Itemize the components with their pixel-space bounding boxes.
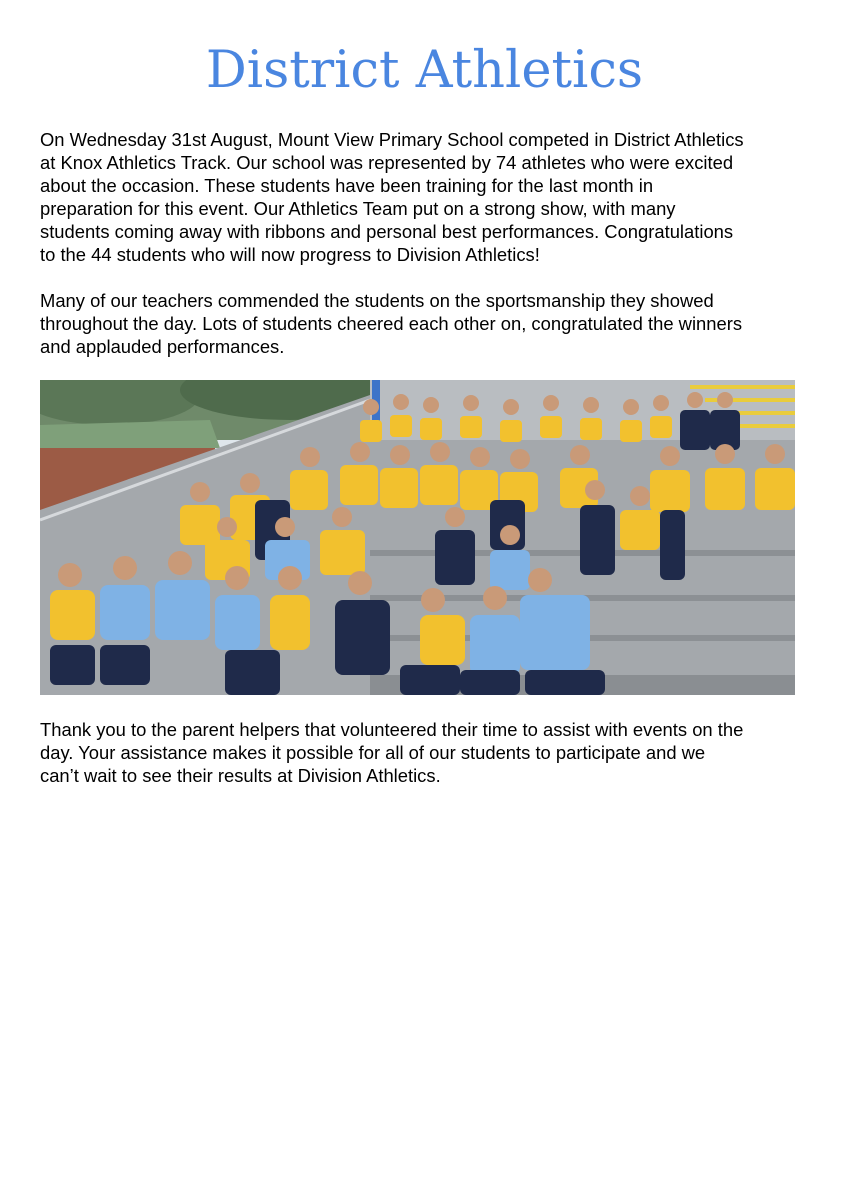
paragraph-line: can’t wait to see their results at Division Athletics. — [40, 765, 441, 786]
team-photo — [40, 380, 795, 695]
paragraph-line: On Wednesday 31st August, Mount View Primary School competed in District Athletics — [40, 129, 744, 150]
intro-paragraph — [40, 128, 820, 266]
paragraph-line: day. Your assistance makes it possible for all of our students to participate and we — [40, 742, 706, 763]
sportsmanship-paragraph — [40, 289, 820, 358]
paragraph-line: preparation for this event. Our Athletics Team put on a strong show, with many — [40, 198, 676, 219]
paragraph-line: Many of our teachers commended the students on the sportsmanship they showed — [40, 290, 714, 311]
paragraph-line: and applauded performances. — [40, 336, 285, 357]
page-title: District Athletics — [205, 41, 644, 100]
paragraph-line: about the occasion. These students have been training for the last month in — [40, 175, 654, 196]
thanks-paragraph — [40, 718, 820, 787]
paragraph-line: students coming away with ribbons and personal best performances. Congratulations — [40, 221, 734, 242]
paragraph-line: throughout the day. Lots of students cheered each other on, congratulated the winners — [40, 313, 743, 334]
paragraph-line: at Knox Athletics Track. Our school was represented by 74 athletes who were excited — [40, 152, 734, 173]
paragraph-line: Thank you to the parent helpers that volunteered their time to assist with events on the — [40, 719, 744, 740]
paragraph-line: to the 44 students who will now progress to Division Athletics! — [40, 244, 540, 265]
